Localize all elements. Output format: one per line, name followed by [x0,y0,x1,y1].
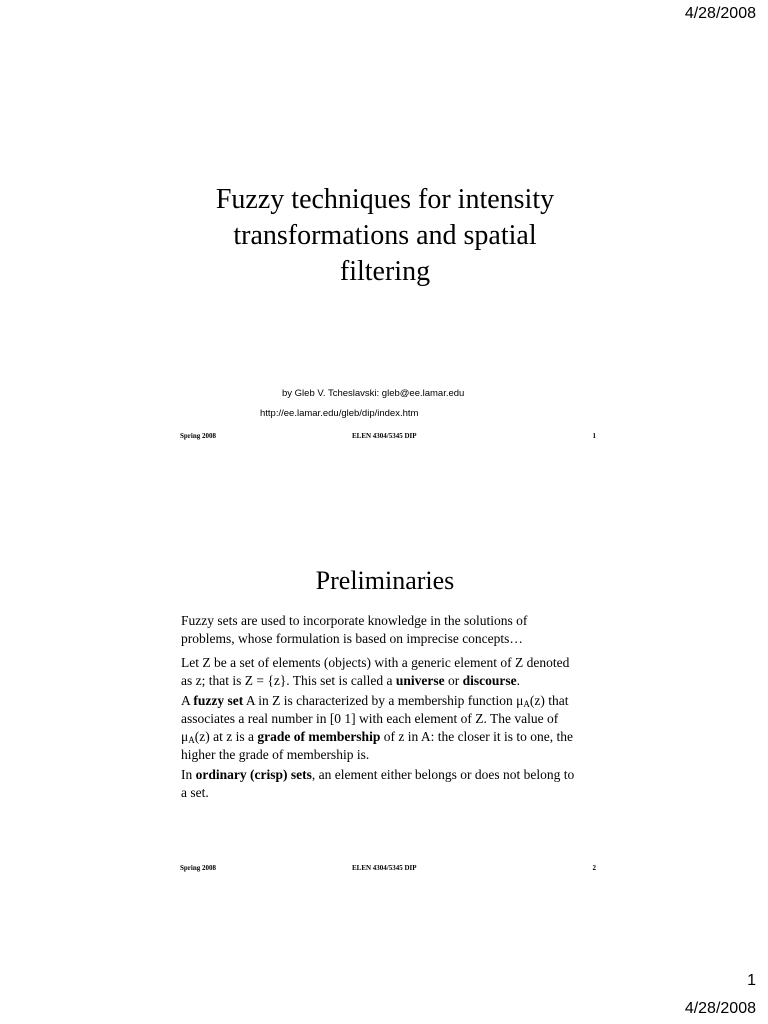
slide-footer-number: 2 [592,864,596,872]
slide-1-author: by Gleb V. Tcheslavski: gleb@ee.lamar.edu [282,388,465,399]
page-number: 1 [747,972,756,989]
footer-date: 4/28/2008 [684,1000,756,1017]
slide-1-title [160,182,610,290]
slide-footer-semester: Spring 2008 [180,432,216,440]
paragraph-universe: Let Z be a set of elements (objects) with a generic element of Z denoted as z; that is Z = {z}. This set is called a universe or discourse. [181,655,570,688]
slide-1 [160,160,610,450]
slide-2-title: Preliminaries [315,566,455,595]
slide-footer-course: ELEN 4304/5345 DIP [352,864,417,872]
slide-1-title-line: filtering [339,256,431,287]
slide-footer-course: ELEN 4304/5345 DIP [352,432,417,440]
paragraph-intro: Fuzzy sets are used to incorporate knowledge in the solutions of problems, whose formulation is based on imprecise concepts… [181,613,528,646]
slide-footer-number: 1 [592,432,596,440]
slide-1-title-line: Fuzzy techniques for intensity [215,184,555,215]
slide-2-footer [180,864,596,876]
slide-2-body [181,612,581,808]
paragraph-crisp-sets: In ordinary (crisp) sets, an element either belongs or does not belong to a set. [181,767,575,800]
header-date: 4/28/2008 [684,5,756,22]
paragraph-fuzzy-set: A fuzzy set A in Z is characterized by a membership function $\mu_A(z)$ that associates a real number in [0 1] with each element of Z. The value of $\mu_A(z)$ at z is a grade of membership of z in A: the closer it is to one, the higher the grade of membership is. [181,693,574,762]
slide-footer-semester: Spring 2008 [180,864,216,872]
slide-1-url: http://ee.lamar.edu/gleb/dip/index.htm [260,408,419,419]
slide-1-footer [180,432,596,444]
slide-1-title-line: transformations and spatial [233,220,537,251]
slide-2 [160,548,610,878]
